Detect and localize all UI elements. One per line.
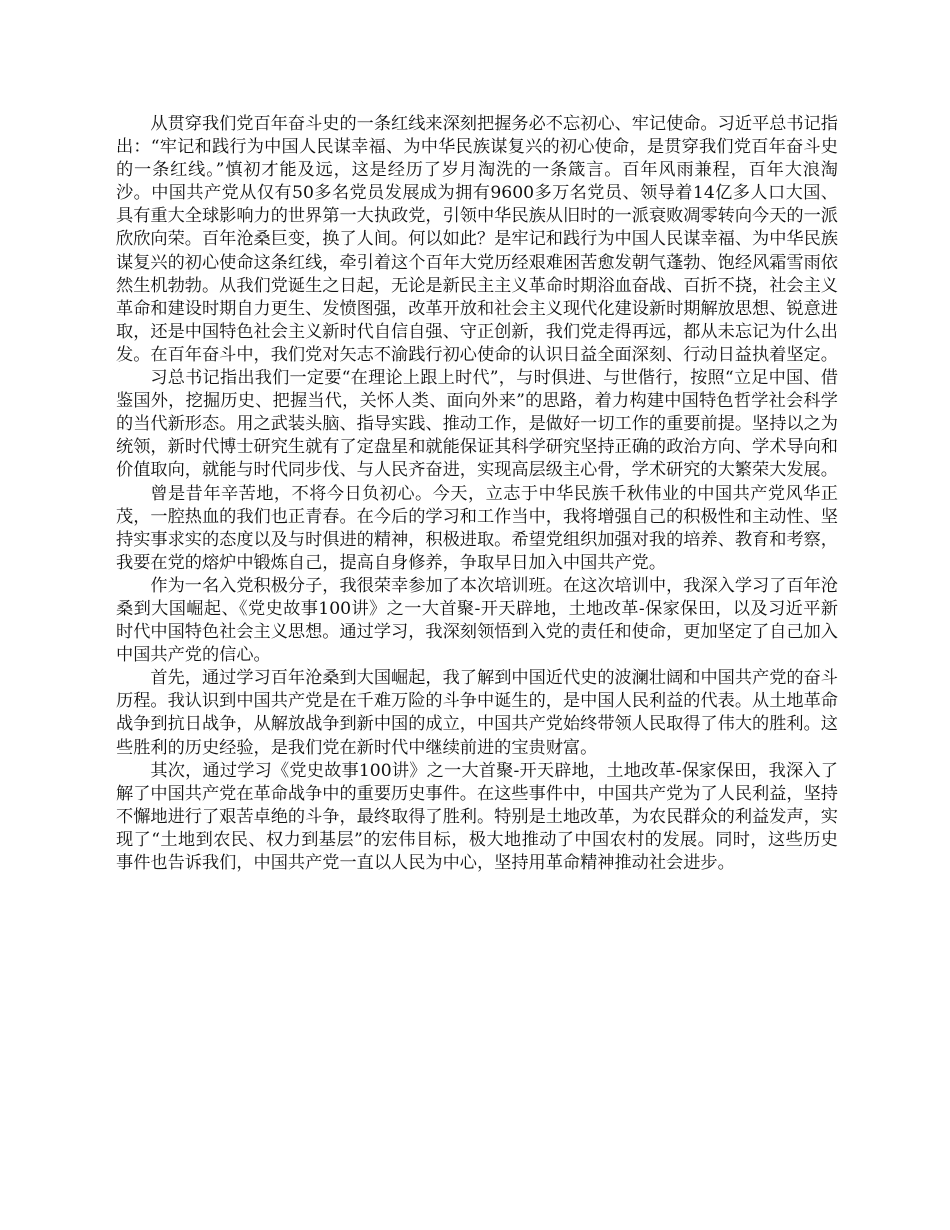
paragraph-3: 曾是昔年辛苦地，不将今日负初心。今天，立志于中华民族千秋伟业的中国共产党风华正茂，一腔热血的我们也正青春。在今后的学习和工作当中，我将增强自己的积极性和主动性、坚持实事求实的态度以及与时俱进的精神，积极进取。希望党组织加强对我的培养、教育和考察，我要在党的熔炉中锻炼自己，提高自身修养，争取早日加入中国共产党。 (116, 483, 838, 573)
paragraph-4: 作为一名入党积极分子，我很荣幸参加了本次培训班。在这次培训中，我深入学习了百年沧桑到大国崛起、《党史故事100讲》之一大首聚-开天辟地，土地改革-保家保田，以及习近平新时代中国特色社会主义思想。通过学习，我深刻领悟到入党的责任和使命，更加坚定了自己加入中国共产党的信心。 (116, 575, 838, 666)
paragraph-1: 从贯穿我们党百年奋斗史的一条红线来深刻把握务必不忘初心、牢记使命。习近平总书记指出：“牢记和践行为中国人民谋幸福、为中华民族谋复兴的初心使命，是贯穿我们党百年奋斗史的一条红线。”慎初才能及远，这是经历了岁月淘洗的一条箴言。百年风雨兼程，百年大浪淘沙。中国共产党从仅有50多名党员发展成为拥有9600多万名党员、领导着14亿多人口大国、具有重大全球影响力的世界第一大执政党，引领中华民族从旧时的一派衰败凋零转向今天的一派欣欣向荣。百年沧桑巨变，换了人间。何以如此？是牢记和践行为中国人民谋幸福、为中华民族谋复兴的初心使命这条红线，牵引着这个百年大党历经艰难困苦愈发朝气蓬勃、饱经风霜雪雨依然生机勃勃。从我们党诞生之日起，无论是新民主主义革命时期浴血奋战、百折不挠，社会主义革命和建设时期自力更生、发愤图强，改革开放和社会主义现代化建设新时期解放思想、锐意进取，还是中国特色社会主义新时代自信自强、守正创新，我们党走得再远，都从未忘记为什么出发。在百年奋斗中，我们党对矢志不渝践行初心使命的认识日益全面深刻、行动日益执着坚定。 (116, 114, 838, 365)
paragraph-2: 习总书记指出我们一定要“在理论上跟上时代”，与时俱进、与世偕行，按照“立足中国、借鉴国外，挖掘历史、把握当代，关怀人类、面向外来”的思路，着力构建中国特色哲学社会科学的当代新形态。用之武装头脑、指导实践、推动工作，是做好一切工作的重要前提。坚持以之为统领，新时代博士研究生就有了定盘星和就能保证其科学研究坚持正确的政治方向、学术导向和价值取向，就能与时代同步伐、与人民齐奋进，实现高层级主心骨，学术研究的大繁荣大发展。 (116, 368, 838, 481)
paragraph-5: 首先，通过学习百年沧桑到大国崛起，我了解到中国近代史的波澜壮阔和中国共产党的奋斗历程。我认识到中国共产党是在千难万险的斗争中诞生的，是中国人民利益的代表。从土地革命战争到抗日战争，从解放战争到新中国的成立，中国共产党始终带领人民取得了伟大的胜利。这些胜利的历史经验，是我们党在新时代中继续前进的宝贵财富。 (116, 668, 838, 758)
paragraph-6: 其次，通过学习《党史故事100讲》之一大首聚-开天辟地，土地改革-保家保田，我深入了解了中国共产党在革命战争中的重要历史事件。在这些事件中，中国共产党为了人民利益，坚持不懈地进行了艰苦卓绝的斗争，最终取得了胜利。特别是土地改革，为农民群众的利益发声，实现了“土地到农民、权力到基层”的宏伟目标，极大地推动了中国农村的发展。同时，这些历史事件也告诉我们，中国共产党一直以人民为中心，坚持用革命精神推动社会进步。 (116, 760, 838, 873)
document-body (116, 113, 838, 875)
